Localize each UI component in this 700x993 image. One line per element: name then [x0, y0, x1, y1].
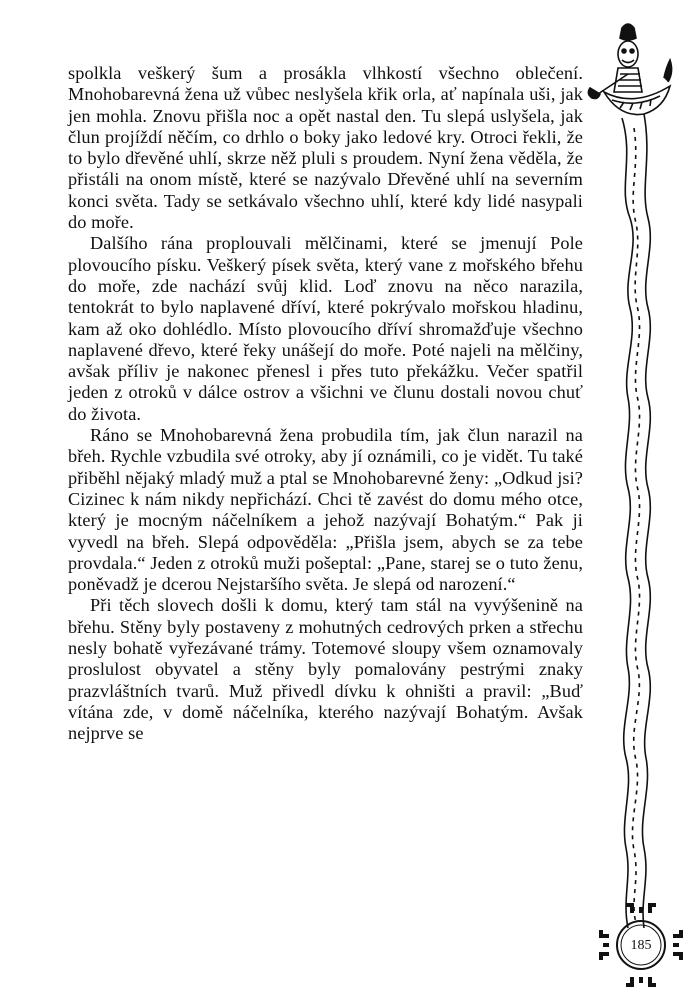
page-number: 185 [630, 938, 652, 953]
paragraph-4: Při těch slovech došli k domu, který tam stál na vyvýšenině na břehu. Stěny byly postaveny z mohutných cedrových prken a střechu nesly bohatě vyřezávané trámy. Totemové sloupy všem oznamovaly proslulost obyvatel a stěny byly pomalovány pestrými znaky prazvláštních tvarů. Muž přivedl dívku k ohništi a pravil: „Buď vítána zde, v domě náčelníka, kterého nazývají Bohatým. Avšak nejprve se [68, 595, 583, 744]
wavy-ribbon-border [622, 114, 650, 928]
paragraph-2: Dalšího rána proplouvali mělčinami, které se jmenují Pole plovoucího písku. Veškerý písek světa, který vane z mořského břehu do moře, zde nachází svůj klid. Loď znovu na něco narazila, tentokrát to bylo naplavené dříví, které pokrývalo mořskou hladinu, kam až oko dohlédlo. Místo plovoucího dříví shromažďuje všechno naplavené dřevo, které řeky unášejí do moře. Poté najeli na mělčiny, avšak příliv je nakonec přenesl i přes tuto překážku. Večer spatřil jeden z otroků v dálce ostrov a všichni ve člunu dostali novou chuť do života. [68, 233, 583, 424]
body-text [68, 63, 583, 745]
decorative-border [582, 18, 700, 993]
paragraph-3: Ráno se Mnohobarevná žena probudila tím, jak člun narazil na břeh. Rychle vzbudila své otroky, aby jí oznámili, co je vidět. Tu také přiběhl nějaký mladý muž a ptal se Mnohobarevné ženy: „Odkud jsi? Cizinec k nám nikdy nepřichází. Chci tě zavést do domu mého otce, který je mocným náčelníkem a jehož nazývají Bohatým.“ Pak ji vyvedl na břeh. Slepá odpověděla: „Přišla jsem, abych se za tebe provdala.“ Jeden z otroků muži pošeptal: „Pane, starej se o tuto ženu, poněvadž je dcerou Nejstaršího světa. Je slepá od narození.“ [68, 425, 583, 595]
paragraph-1: spolkla veškerý šum a prosákla vlhkostí všechno oblečení. Mnohobarevná žena už vůbec neslyšela křik orla, ať napínala uši, jak jen mohla. Znovu přišla noc a opět nastal den. Tu slepá uslyšela, jak člun projíždí něčím, co drhlo o boky jako ledové kry. Otroci řekli, že to bylo dřevěné uhlí, skrze něž pluli s proudem. Nyní žena věděla, že přistáli na onom místě, které se nazývalo Dřevěné uhlí na severním konci světa. Tady se setkávalo všechno uhlí, které kdy lidé nasypali do moře. [68, 63, 583, 233]
canoe-with-figure-icon [588, 24, 671, 115]
